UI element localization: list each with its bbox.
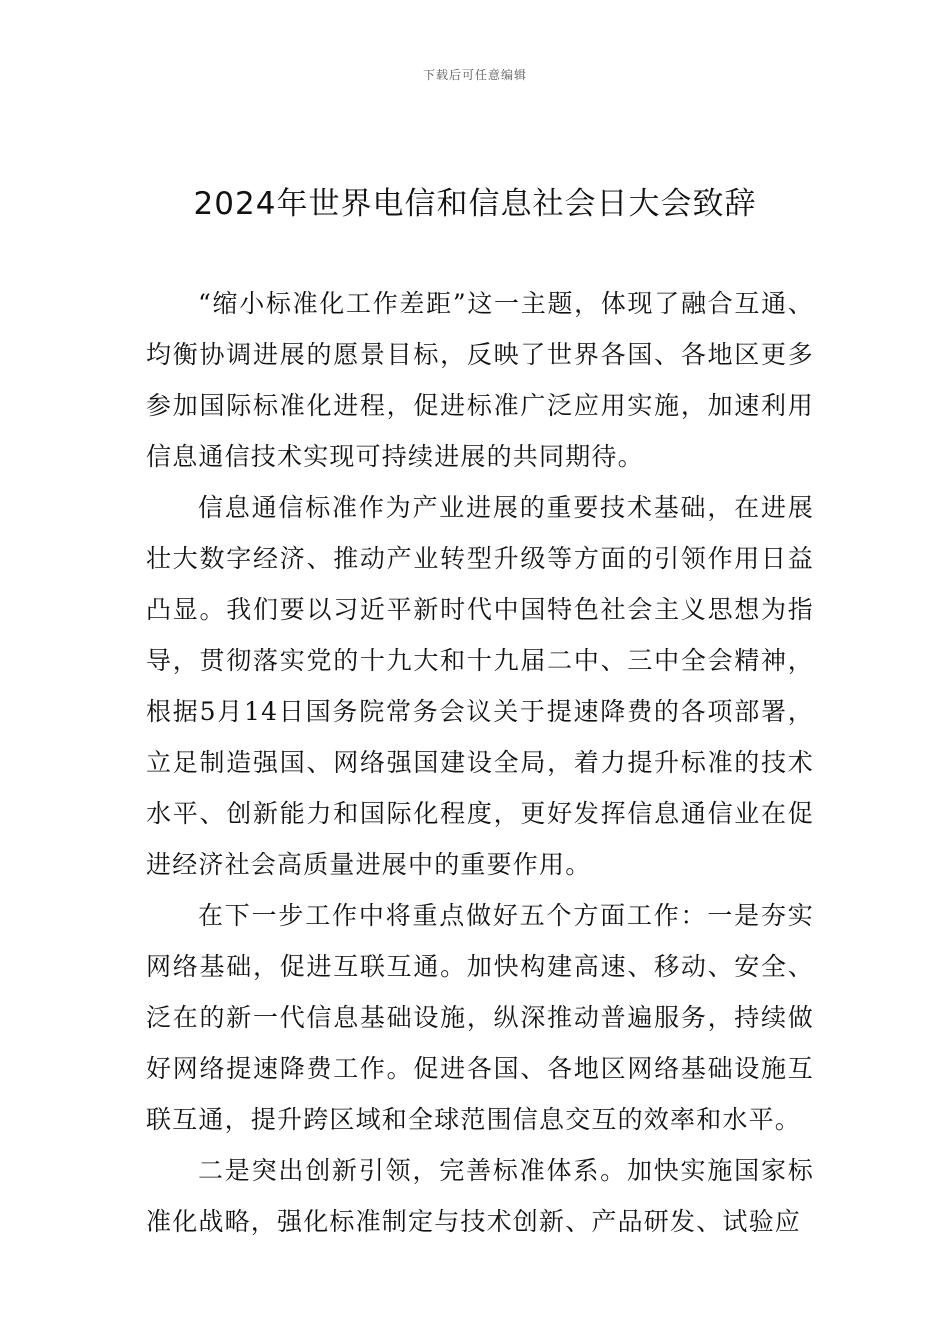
header-note: 下载后可任意编辑 — [422, 68, 527, 82]
document-body — [146, 278, 814, 1247]
page-title: 2024年世界电信和信息社会日大会致辞 — [193, 186, 757, 222]
paragraph-2: 信息通信标准作为产业进展的重要技术基础，在进展壮大数字经济、推动产业转型升级等方面的引领作用日益凸显。我们要以习近平新时代中国特色社会主义思想为指导，贯彻落实党的十九大和十九届二中、三中全会精神，根据5月14日国务院常务会议关于提速降费的各项部署，立足制造强国、网络强国建设全局，着力提升标准的技术水平、创新能力和国际化程度，更好发挥信息通信业在促进经济社会高质量进展中的重要作用。 — [146, 493, 814, 879]
paragraph-4: 二是突出创新引领，完善标准体系。加快实施国家标准化战略，强化标准制定与技术创新、产品研发、试验应 — [146, 1156, 814, 1236]
paragraph-1: “缩小标准化工作差距”这一主题，体现了融合互通、均衡协调进展的愿景目标，反映了世界各国、各地区更多参加国际标准化进程，促进标准广泛应用实施，加速利用信息通信技术实现可持续进展的共同期待。 — [146, 289, 814, 471]
paragraph-3: 在下一步工作中将重点做好五个方面工作：一是夯实网络基础，促进互联互通。加快构建高速、移动、安全、泛在的新一代信息基础设施，纵深推动普遍服务，持续做好网络提速降费工作。促进各国、各地区网络基础设施互联互通，提升跨区域和全球范围信息交互的效率和水平。 — [146, 901, 814, 1134]
